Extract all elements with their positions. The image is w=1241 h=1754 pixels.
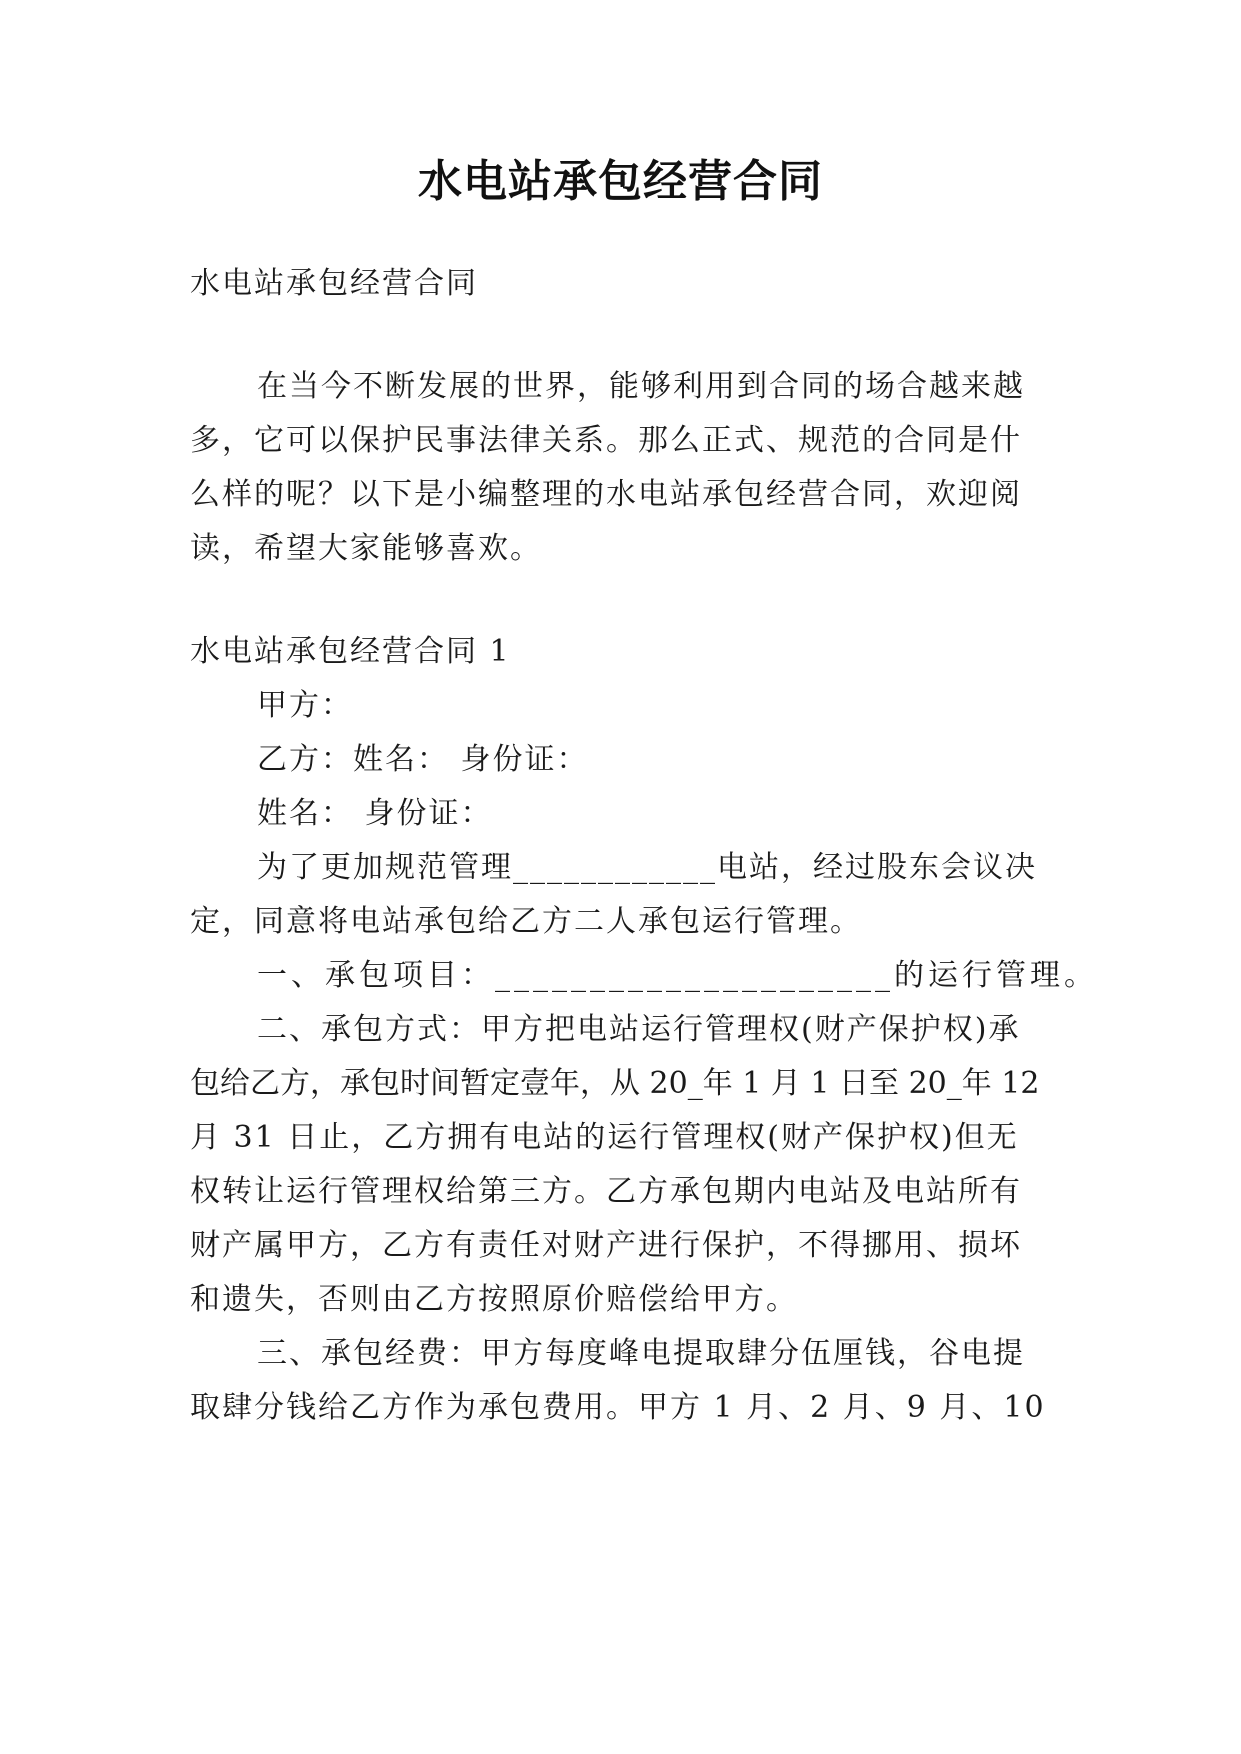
intro-paragraph-line: 么样的呢？以下是小编整理的水电站承包经营合同，欢迎阅 [190,477,1022,512]
subtitle: 水电站承包经营合同 [190,266,478,301]
clause-method-line: 二、承包方式：甲方把电站运行管理权(财产保护权)承 [257,1012,1021,1047]
contract-body-line: 为了更加规范管理____________电站，经过股东会议决 [257,850,1037,885]
contract-body-line: 定，同意将电站承包给乙方二人承包运行管理。 [190,904,862,939]
party-b-second-line: 姓名： 身份证： [257,796,493,831]
party-b-line: 乙方：姓名： 身份证： [257,742,589,777]
clause-method-line: 财产属甲方，乙方有责任对财产进行保护，不得挪用、损坏 [190,1228,1022,1263]
clause-fee-line: 取肆分钱给乙方作为承包费用。甲方 1 月、2 月、9 月、10 [190,1390,1046,1425]
clause-fee-line: 三、承包经费：甲方每度峰电提取肆分伍厘钱，谷电提 [257,1336,1025,1371]
clause-method-line: 和遗失，否则由乙方按照原价赔偿给甲方。 [190,1282,798,1317]
intro-paragraph-line: 在当今不断发展的世界，能够利用到合同的场合越来越 [257,369,1025,404]
clause-method-line: 月 31 日止，乙方拥有电站的运行管理权(财产保护权)但无 [190,1120,1019,1155]
intro-paragraph-line: 读，希望大家能够喜欢。 [190,531,542,566]
clause-project-line: 一、承包项目：_____________________的运行管理。 [257,958,1098,993]
section-heading: 水电站承包经营合同 1 [190,634,511,669]
document-title: 水电站承包经营合同 [418,156,823,207]
clause-method-line: 包给乙方，承包时间暂定壹年，从 20_年 1 月 1 日至 20_年 12 [190,1066,1040,1101]
intro-paragraph-line: 多，它可以保护民事法律关系。那么正式、规范的合同是什 [190,423,1022,458]
clause-method-line: 权转让运行管理权给第三方。乙方承包期内电站及电站所有 [190,1174,1022,1209]
party-a-line: 甲方： [257,688,353,723]
